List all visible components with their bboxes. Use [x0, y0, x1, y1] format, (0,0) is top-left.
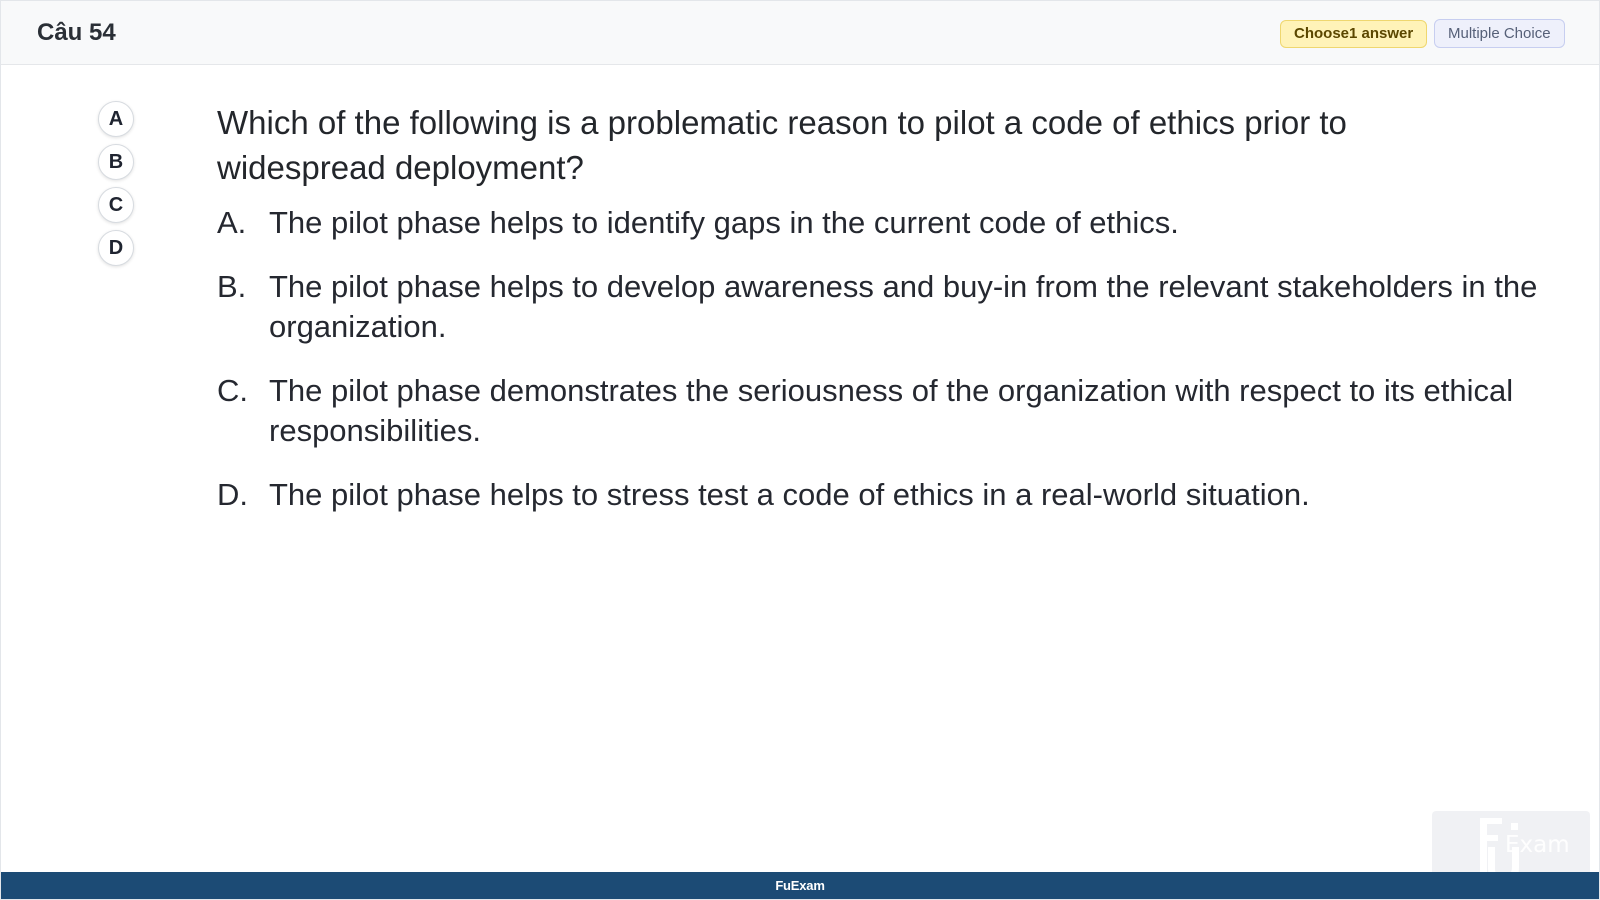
answer-option-b	[217, 267, 1562, 347]
svg-text:Exam: Exam	[1505, 832, 1570, 858]
answer-option-c	[217, 371, 1562, 451]
answer-text-d: The pilot phase helps to stress test a code of ethics in a real-world situation.	[269, 477, 1310, 512]
question-header	[1, 1, 1599, 65]
answer-letter-a: A.	[217, 205, 247, 240]
question-text: Which of the following is a problematic reason to pilot a code of ethics prior to widespread deployment?	[217, 104, 1347, 186]
answer-letter-d: D.	[217, 477, 248, 512]
answer-selector-b[interactable]: B	[98, 144, 134, 180]
answer-options	[217, 203, 1562, 515]
answer-option-a	[217, 203, 1562, 243]
choose-answer-badge: Choose1 answer	[1280, 20, 1427, 48]
footer-bar	[1, 872, 1599, 900]
answer-option-d	[217, 475, 1562, 515]
answer-selector-c[interactable]: C	[98, 187, 134, 223]
question-content	[217, 100, 1562, 539]
footer-brand: FuExam	[775, 878, 825, 893]
answer-letter-c: C.	[217, 373, 248, 408]
answer-text-a: The pilot phase helps to identify gaps in the current code of ethics.	[269, 205, 1179, 240]
question-number: Câu 54	[37, 19, 116, 46]
answer-text-c: The pilot phase demonstrates the seriousness of the organization with respect to its ethical responsibilities.	[269, 373, 1514, 448]
answer-text-b: The pilot phase helps to develop awareness and buy-in from the relevant stakeholders in the organization.	[269, 269, 1538, 344]
question-type-badge: Multiple Choice	[1434, 19, 1565, 48]
answer-selector-a[interactable]: A	[98, 101, 134, 137]
answer-selector-list	[98, 101, 134, 271]
answer-letter-b: B.	[217, 269, 247, 304]
answer-selector-d[interactable]: D	[98, 230, 134, 266]
